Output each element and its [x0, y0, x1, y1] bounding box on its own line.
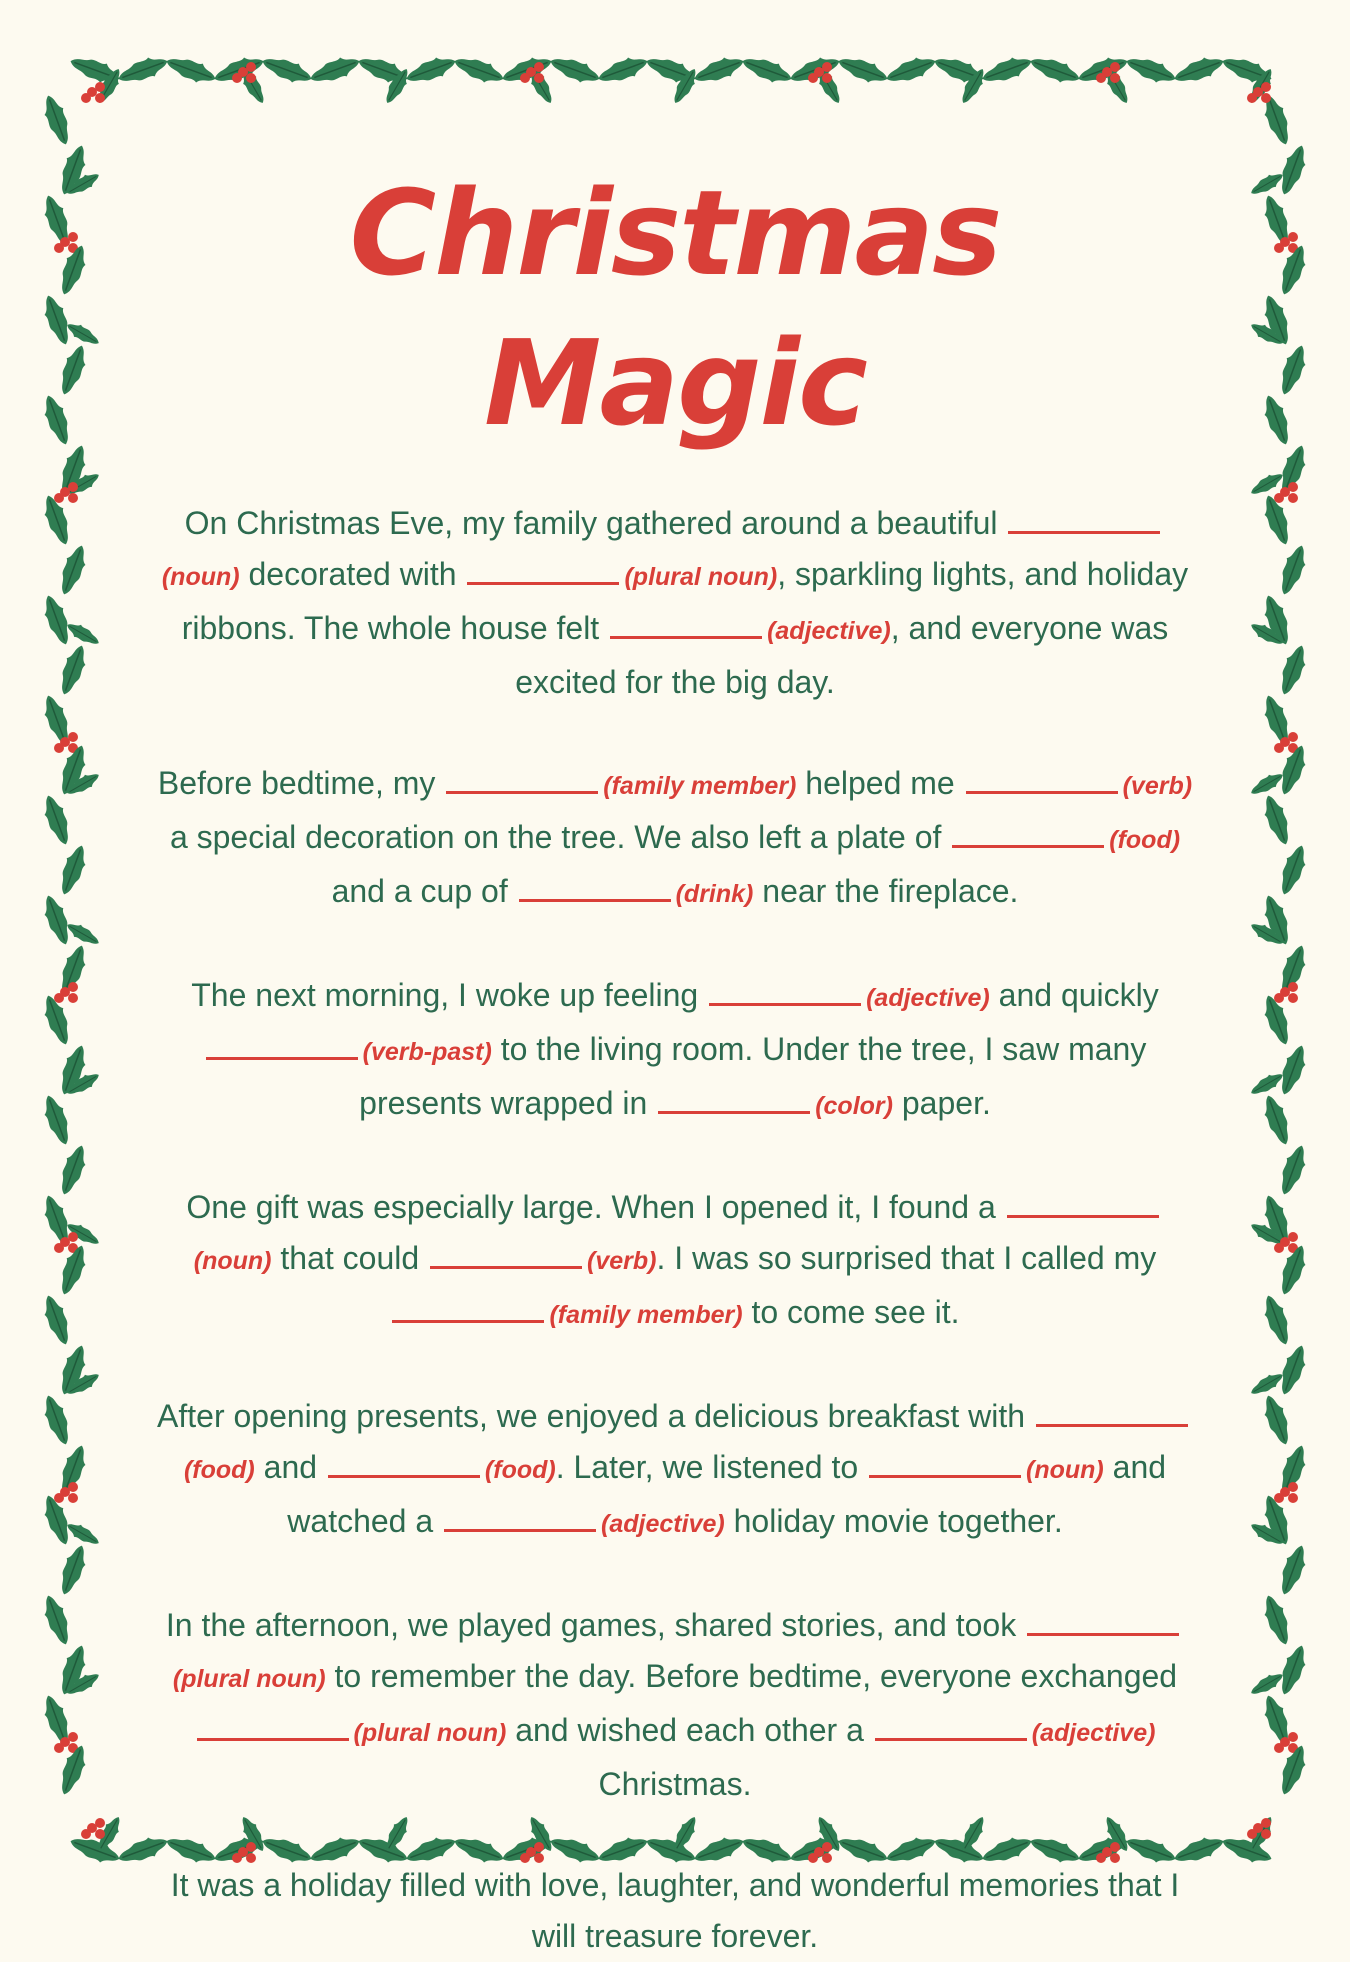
word-type-hint: (noun): [193, 1247, 272, 1275]
story-paragraph: [150, 970, 1200, 1132]
page-title: Christmas Magic: [349, 164, 1001, 452]
fill-in-blank[interactable]: [444, 1503, 596, 1532]
story-text-segment: . I was so surprised that I called my: [656, 1240, 1157, 1276]
word-type-hint: (noun): [161, 563, 240, 591]
fill-in-blank[interactable]: [519, 873, 671, 902]
word-type-hint: (drink): [675, 880, 754, 908]
fill-in-blank[interactable]: [952, 819, 1104, 848]
story-text-segment: to remember the day. Before bedtime, everyone exchanged: [325, 1658, 1178, 1694]
story-text-segment: . Later, we listened to: [555, 1449, 868, 1485]
fill-in-blank[interactable]: [869, 1449, 1021, 1478]
story-text-segment: helped me: [796, 765, 964, 801]
story-text-segment: a special decoration on the tree. We also left a plate of: [169, 819, 951, 855]
word-type-hint: (adjective): [1031, 1719, 1156, 1747]
fill-in-blank[interactable]: [1007, 1189, 1159, 1218]
fill-in-blank[interactable]: [610, 610, 762, 639]
fill-in-blank[interactable]: [328, 1449, 480, 1478]
word-type-hint: (verb): [587, 1247, 657, 1275]
fill-in-blank[interactable]: [1008, 505, 1160, 534]
word-type-hint: (adjective): [601, 1510, 725, 1538]
fill-in-blank[interactable]: [467, 556, 619, 585]
story-text-segment: , sparkling lights, and holiday ribbons. The whole house felt: [181, 556, 1189, 646]
fill-in-blank[interactable]: [446, 765, 598, 794]
story-paragraph: [150, 1600, 1200, 1810]
story-text-segment: decorated with: [239, 556, 466, 592]
story-text-segment: holiday movie together.: [724, 1503, 1063, 1539]
fill-in-blank[interactable]: [197, 1712, 349, 1741]
word-type-hint: (family member): [603, 772, 797, 800]
story-text-segment: One gift was especially large. When I opened it, I found a: [186, 1189, 1005, 1225]
fill-in-blank[interactable]: [658, 1085, 810, 1114]
word-type-hint: (verb): [1122, 772, 1193, 800]
word-type-hint: (plural noun): [624, 563, 778, 591]
story-text-segment: , and everyone was excited for the big day.: [515, 610, 1169, 700]
fill-in-blank[interactable]: [430, 1240, 582, 1269]
fill-in-blank[interactable]: [1027, 1607, 1179, 1636]
story-text-segment: paper.: [892, 1085, 991, 1121]
story-text-segment: and: [254, 1449, 326, 1485]
story-text-segment: After opening presents, we enjoyed a delicious breakfast with: [157, 1398, 1034, 1434]
story-paragraph: [150, 1182, 1200, 1341]
word-type-hint: (food): [1109, 826, 1181, 854]
word-type-hint: (adjective): [866, 984, 990, 1012]
story-text-segment: that could: [271, 1240, 429, 1276]
story-text-segment: and quickly: [989, 977, 1159, 1013]
story-text-segment: On Christmas Eve, my family gathered around a beautiful: [184, 505, 1007, 541]
story-text-segment: and watched a: [287, 1449, 1167, 1539]
story-text-segment: to come see it.: [742, 1294, 960, 1330]
story-text-segment: and a cup of: [331, 873, 517, 909]
story-text-segment: It was a holiday filled with love, laughter, and wonderful memories that I will treasure forever.: [170, 1867, 1180, 1954]
story-text-segment: to the living room. Under the tree, I saw many presents wrapped in: [359, 1031, 1147, 1121]
fill-in-blank[interactable]: [1036, 1398, 1188, 1427]
word-type-hint: (plural noun): [353, 1719, 507, 1747]
fill-in-blank[interactable]: [709, 977, 861, 1006]
word-type-hint: (color): [815, 1092, 893, 1120]
word-type-hint: (food): [484, 1456, 556, 1484]
story-text-segment: Christmas.: [598, 1766, 752, 1802]
story-paragraph: [150, 498, 1200, 708]
story-text-segment: and wished each other a: [506, 1712, 873, 1748]
story-text-segment: In the afternoon, we played games, shared stories, and took: [165, 1607, 1026, 1643]
word-type-hint: (family member): [549, 1301, 743, 1329]
word-type-hint: (plural noun): [172, 1665, 326, 1693]
worksheet: [150, 150, 1200, 1954]
fill-in-blank[interactable]: [966, 765, 1118, 794]
story-text-segment: The next morning, I woke up feeling: [191, 977, 708, 1013]
fill-in-blank[interactable]: [206, 1031, 358, 1060]
story-text: [150, 498, 1200, 1962]
story-text-segment: Before bedtime, my: [157, 765, 445, 801]
story-paragraph: [150, 1860, 1200, 1962]
word-type-hint: (noun): [1026, 1456, 1104, 1484]
word-type-hint: (food): [183, 1456, 255, 1484]
word-type-hint: (adjective): [767, 617, 891, 645]
fill-in-blank[interactable]: [392, 1294, 544, 1323]
story-paragraph: [150, 1391, 1200, 1550]
story-paragraph: [150, 758, 1200, 920]
word-type-hint: (verb-past): [362, 1038, 492, 1066]
fill-in-blank[interactable]: [875, 1712, 1027, 1741]
story-text-segment: near the fireplace.: [753, 873, 1019, 909]
